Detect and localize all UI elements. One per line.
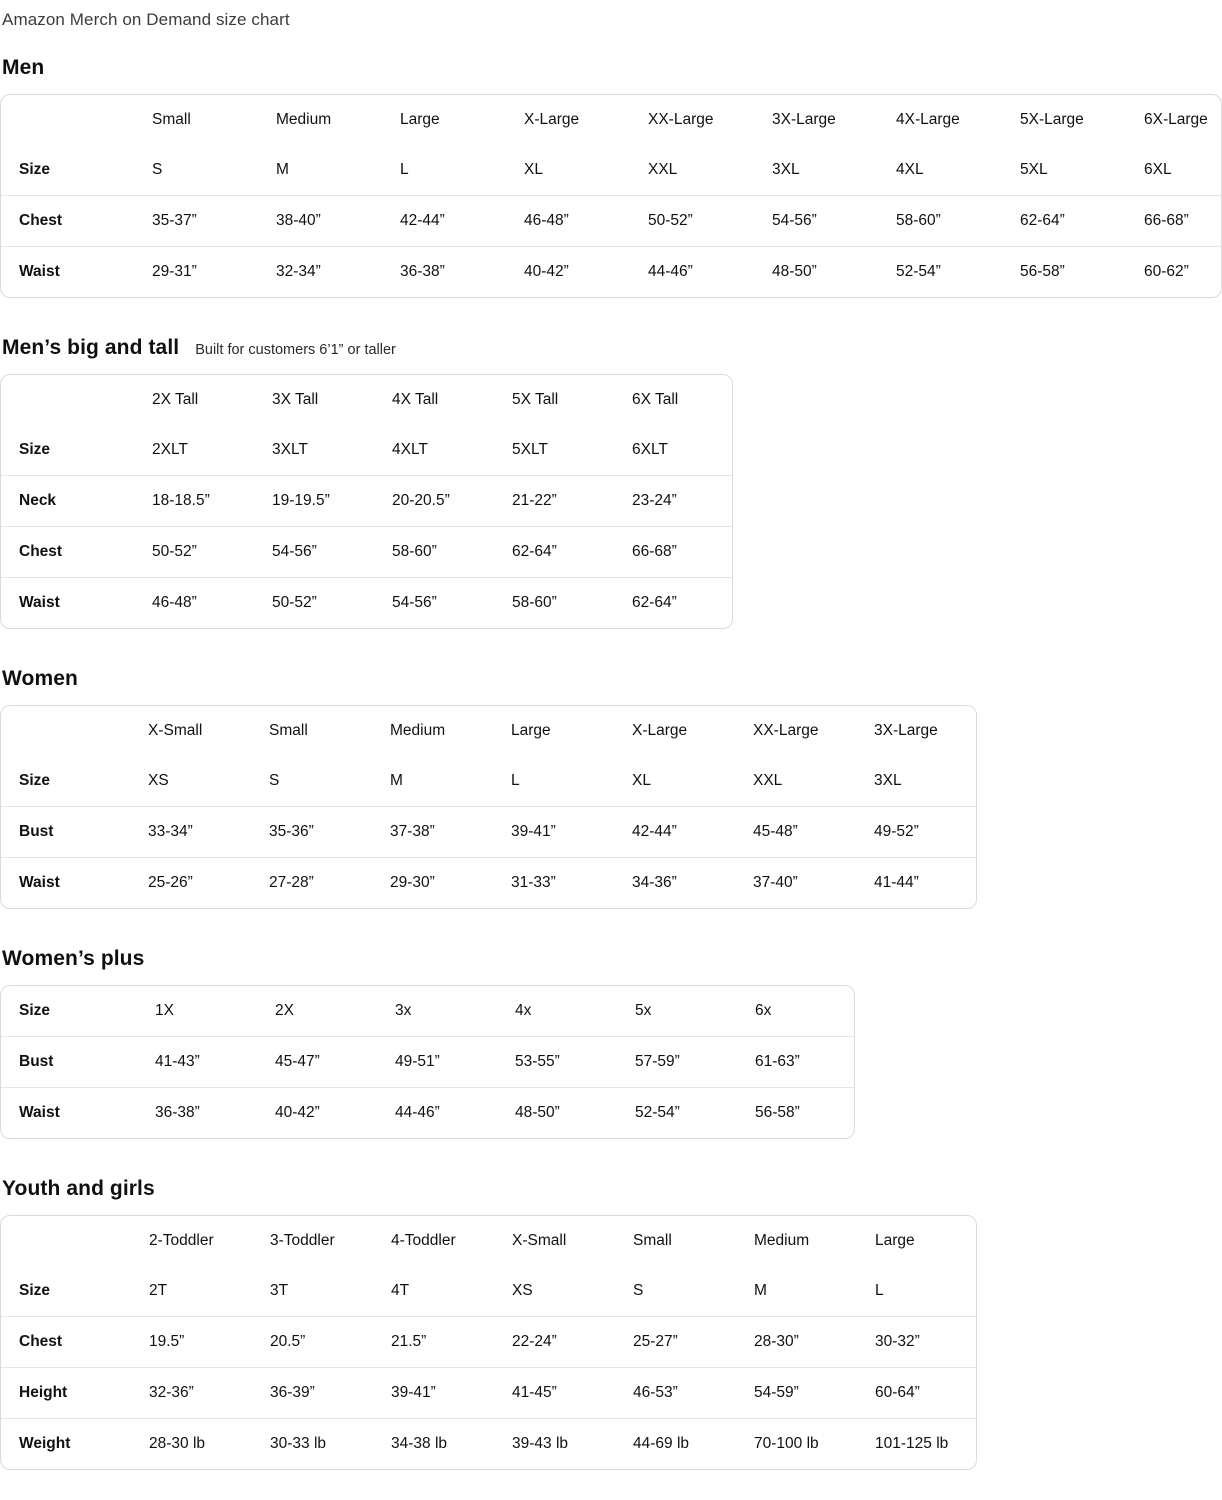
table-cell: 4XLT	[374, 425, 494, 476]
table-row	[1, 1037, 855, 1088]
table-row	[1, 807, 977, 858]
table-cell: 1X	[137, 986, 257, 1037]
table-cell: 57-59”	[617, 1037, 737, 1088]
row-header: Waist	[19, 594, 60, 611]
table-cell: 70-100 lb	[754, 1435, 819, 1452]
table-cell: M	[258, 145, 382, 196]
column-header: X-Small	[148, 722, 203, 739]
table-cell: 40-42”	[524, 263, 569, 280]
table-cell: S	[615, 1266, 736, 1317]
row-header: Weight	[19, 1435, 71, 1452]
column-header: Large	[875, 1232, 915, 1249]
column-header: Medium	[276, 111, 332, 128]
table-cell: 40-42”	[275, 1104, 320, 1121]
row-header: Size	[1, 145, 134, 196]
table-row	[1, 527, 733, 578]
table-cell: M	[736, 1266, 857, 1317]
table-cell: 44-46”	[648, 263, 693, 280]
table-cell: 18-18.5”	[134, 476, 254, 527]
column-header: 3X-Large	[874, 722, 938, 739]
table-cell: 4XL	[878, 145, 1002, 196]
column-header: Small	[269, 722, 308, 739]
table-cell: 19-19.5”	[254, 476, 374, 527]
column-header	[1, 375, 134, 425]
table-cell: 58-60”	[512, 594, 557, 611]
table-cell: 28-30 lb	[149, 1435, 206, 1452]
table-cell: 20.5”	[252, 1317, 373, 1368]
table-cell: 46-53”	[615, 1368, 736, 1419]
table-row	[1, 986, 855, 1037]
row-header: Bust	[1, 1037, 137, 1088]
table-cell: 49-52”	[856, 807, 977, 858]
section-header-womens-plus	[2, 947, 1222, 971]
table-cell: M	[372, 756, 493, 807]
table-cell: 45-48”	[735, 807, 856, 858]
table-cell: 5XLT	[494, 425, 614, 476]
table-cell: 56-58”	[755, 1104, 800, 1121]
table-cell: 66-68”	[1126, 196, 1222, 247]
table-cell: XS	[494, 1266, 615, 1317]
table-cell: 53-55”	[497, 1037, 617, 1088]
table-cell: L	[857, 1266, 977, 1317]
table-cell: 66-68”	[614, 527, 733, 578]
column-header: 4-Toddler	[391, 1232, 456, 1249]
table-row	[1, 1088, 855, 1139]
section-header-men	[2, 56, 1222, 80]
table-header-row	[1, 95, 1222, 145]
row-header: Chest	[1, 527, 134, 578]
table-cell: 25-26”	[148, 874, 193, 891]
table-cell: XXL	[630, 145, 754, 196]
table-cell: 3x	[377, 986, 497, 1037]
section-mens-big-and-tall	[0, 336, 1222, 629]
table-cell: XXL	[735, 756, 856, 807]
section-header-youth-and-girls	[2, 1177, 1222, 1201]
table-cell: 6XLT	[614, 425, 733, 476]
table-cell: 6x	[737, 986, 855, 1037]
column-header: Small	[633, 1232, 672, 1249]
table-cell: 60-62”	[1144, 263, 1189, 280]
column-header: Medium	[390, 722, 446, 739]
table-cell: 50-52”	[630, 196, 754, 247]
column-header: Large	[400, 111, 440, 128]
row-header: Chest	[1, 1317, 131, 1368]
table-cell: 35-37”	[134, 196, 258, 247]
table-row	[1, 425, 733, 476]
table-cell: 42-44”	[614, 807, 735, 858]
table-cell: 44-69 lb	[633, 1435, 690, 1452]
table-cell: 60-64”	[857, 1368, 977, 1419]
table-row	[1, 756, 977, 807]
table-cell: L	[493, 756, 614, 807]
table-cell: XL	[614, 756, 735, 807]
table-cell: 41-43”	[137, 1037, 257, 1088]
table-cell: XL	[506, 145, 630, 196]
table-cell: 4T	[373, 1266, 494, 1317]
table-header-row	[1, 1216, 977, 1266]
table-cell: 50-52”	[134, 527, 254, 578]
table-cell: 21.5”	[373, 1317, 494, 1368]
column-header: 4X Tall	[392, 391, 439, 408]
table-cell: S	[134, 145, 258, 196]
table-cell: 3XL	[754, 145, 878, 196]
table-cell: 20-20.5”	[374, 476, 494, 527]
table-row	[1, 1266, 977, 1317]
row-header: Chest	[1, 196, 134, 247]
table-cell: 23-24”	[614, 476, 733, 527]
table-cell: 39-43 lb	[512, 1435, 569, 1452]
table-cell: 21-22”	[494, 476, 614, 527]
table-cell: 35-36”	[251, 807, 372, 858]
section-title-youth-and-girls: Youth and girls	[2, 1177, 155, 1200]
table-cell: 3T	[252, 1266, 373, 1317]
table-cell: 101-125 lb	[875, 1435, 949, 1452]
table-women	[0, 705, 977, 909]
table-row	[1, 476, 733, 527]
section-note-mens-big-and-tall: Built for customers 6’1” or taller	[195, 342, 396, 358]
table-cell: 3XL	[856, 756, 977, 807]
table-cell: 5x	[617, 986, 737, 1037]
table-cell: 32-34”	[276, 263, 321, 280]
table-row	[1, 578, 733, 629]
table-cell: 2XLT	[134, 425, 254, 476]
table-youth-and-girls	[0, 1215, 977, 1470]
table-cell: 52-54”	[635, 1104, 680, 1121]
table-header-row	[1, 375, 733, 425]
table-cell: 50-52”	[272, 594, 317, 611]
table-cell: 36-38”	[400, 263, 445, 280]
row-header: Size	[1, 1266, 131, 1317]
table-cell: 54-56”	[254, 527, 374, 578]
row-header: Neck	[1, 476, 134, 527]
row-header: Bust	[1, 807, 130, 858]
table-cell: 32-36”	[131, 1368, 252, 1419]
column-header: XX-Large	[753, 722, 819, 739]
table-womens-plus	[0, 985, 855, 1139]
table-cell: 6XL	[1126, 145, 1222, 196]
column-header: 6X-Large	[1144, 111, 1208, 128]
table-cell: 48-50”	[515, 1104, 560, 1121]
column-header	[1, 1216, 131, 1266]
table-cell: 48-50”	[772, 263, 817, 280]
row-header: Size	[1, 756, 130, 807]
table-row	[1, 145, 1222, 196]
table-cell: 34-38 lb	[391, 1435, 448, 1452]
column-header: 3X Tall	[272, 391, 319, 408]
column-header: X-Small	[512, 1232, 567, 1249]
table-cell: 62-64”	[632, 594, 677, 611]
column-header: Large	[511, 722, 551, 739]
section-title-womens-plus: Women’s plus	[2, 947, 145, 970]
table-cell: 5XL	[1002, 145, 1126, 196]
section-title-women: Women	[2, 667, 78, 690]
row-header: Size	[1, 425, 134, 476]
table-cell: L	[382, 145, 506, 196]
table-header-row	[1, 706, 977, 756]
table-row	[1, 1317, 977, 1368]
section-women	[0, 667, 1222, 909]
table-cell: 54-59”	[736, 1368, 857, 1419]
table-cell: 27-28”	[269, 874, 314, 891]
table-cell: 37-38”	[372, 807, 493, 858]
section-header-mens-big-and-tall	[2, 336, 1222, 360]
column-header: Small	[152, 111, 191, 128]
table-cell: 58-60”	[878, 196, 1002, 247]
column-header	[1, 706, 130, 756]
column-header: X-Large	[632, 722, 688, 739]
table-row	[1, 247, 1222, 298]
section-men	[0, 56, 1222, 298]
table-cell: 41-45”	[494, 1368, 615, 1419]
column-header: 5X Tall	[512, 391, 559, 408]
row-header: Waist	[19, 874, 60, 891]
row-header: Waist	[19, 263, 60, 280]
table-cell: 58-60”	[374, 527, 494, 578]
table-cell: 29-31”	[152, 263, 197, 280]
table-cell: 31-33”	[511, 874, 556, 891]
table-cell: 41-44”	[874, 874, 919, 891]
table-cell: 56-58”	[1020, 263, 1065, 280]
table-row	[1, 1419, 977, 1470]
column-header: 3X-Large	[772, 111, 836, 128]
table-cell: 22-24”	[494, 1317, 615, 1368]
table-cell: 36-38”	[155, 1104, 200, 1121]
table-cell: 34-36”	[632, 874, 677, 891]
row-header: Waist	[19, 1104, 60, 1121]
table-cell: 62-64”	[494, 527, 614, 578]
column-header: XX-Large	[648, 111, 714, 128]
table-cell: 38-40”	[258, 196, 382, 247]
table-cell: 37-40”	[753, 874, 798, 891]
table-cell: 30-32”	[857, 1317, 977, 1368]
section-header-women	[2, 667, 1222, 691]
table-mens-big-and-tall	[0, 374, 733, 629]
table-cell: 36-39”	[252, 1368, 373, 1419]
table-cell: S	[251, 756, 372, 807]
table-cell: 54-56”	[392, 594, 437, 611]
page-title: Amazon Merch on Demand size chart	[2, 10, 290, 29]
column-header: X-Large	[524, 111, 580, 128]
column-header: 3-Toddler	[270, 1232, 335, 1249]
table-cell: 45-47”	[257, 1037, 377, 1088]
table-row	[1, 858, 977, 909]
section-youth-and-girls	[0, 1177, 1222, 1470]
table-cell: 54-56”	[754, 196, 878, 247]
table-cell: 44-46”	[395, 1104, 440, 1121]
table-cell: 39-41”	[373, 1368, 494, 1419]
table-cell: 62-64”	[1002, 196, 1126, 247]
table-row	[1, 1368, 977, 1419]
column-header: Medium	[754, 1232, 810, 1249]
section-womens-plus	[0, 947, 1222, 1139]
table-cell: 2X	[257, 986, 377, 1037]
table-cell: 30-33 lb	[270, 1435, 327, 1452]
table-men	[0, 94, 1222, 298]
section-title-men: Men	[2, 56, 45, 79]
table-cell: 39-41”	[493, 807, 614, 858]
column-header: 2-Toddler	[149, 1232, 214, 1249]
table-cell: 19.5”	[131, 1317, 252, 1368]
table-cell: 42-44”	[382, 196, 506, 247]
table-cell: 61-63”	[737, 1037, 855, 1088]
row-header: Height	[1, 1368, 131, 1419]
table-row	[1, 196, 1222, 247]
table-cell: XS	[130, 756, 251, 807]
table-cell: 33-34”	[130, 807, 251, 858]
row-header: Size	[1, 986, 137, 1037]
section-title-mens-big-and-tall: Men’s big and tall	[2, 336, 180, 359]
column-header: 5X-Large	[1020, 111, 1084, 128]
column-header: 4X-Large	[896, 111, 960, 128]
table-cell: 46-48”	[506, 196, 630, 247]
table-cell: 29-30”	[390, 874, 435, 891]
table-cell: 49-51”	[377, 1037, 497, 1088]
table-cell: 46-48”	[152, 594, 197, 611]
table-cell: 2T	[131, 1266, 252, 1317]
table-cell: 4x	[497, 986, 617, 1037]
table-cell: 25-27”	[615, 1317, 736, 1368]
table-cell: 52-54”	[896, 263, 941, 280]
table-cell: 3XLT	[254, 425, 374, 476]
column-header: 6X Tall	[632, 391, 679, 408]
column-header	[1, 95, 134, 145]
column-header: 2X Tall	[152, 391, 199, 408]
table-cell: 28-30”	[736, 1317, 857, 1368]
